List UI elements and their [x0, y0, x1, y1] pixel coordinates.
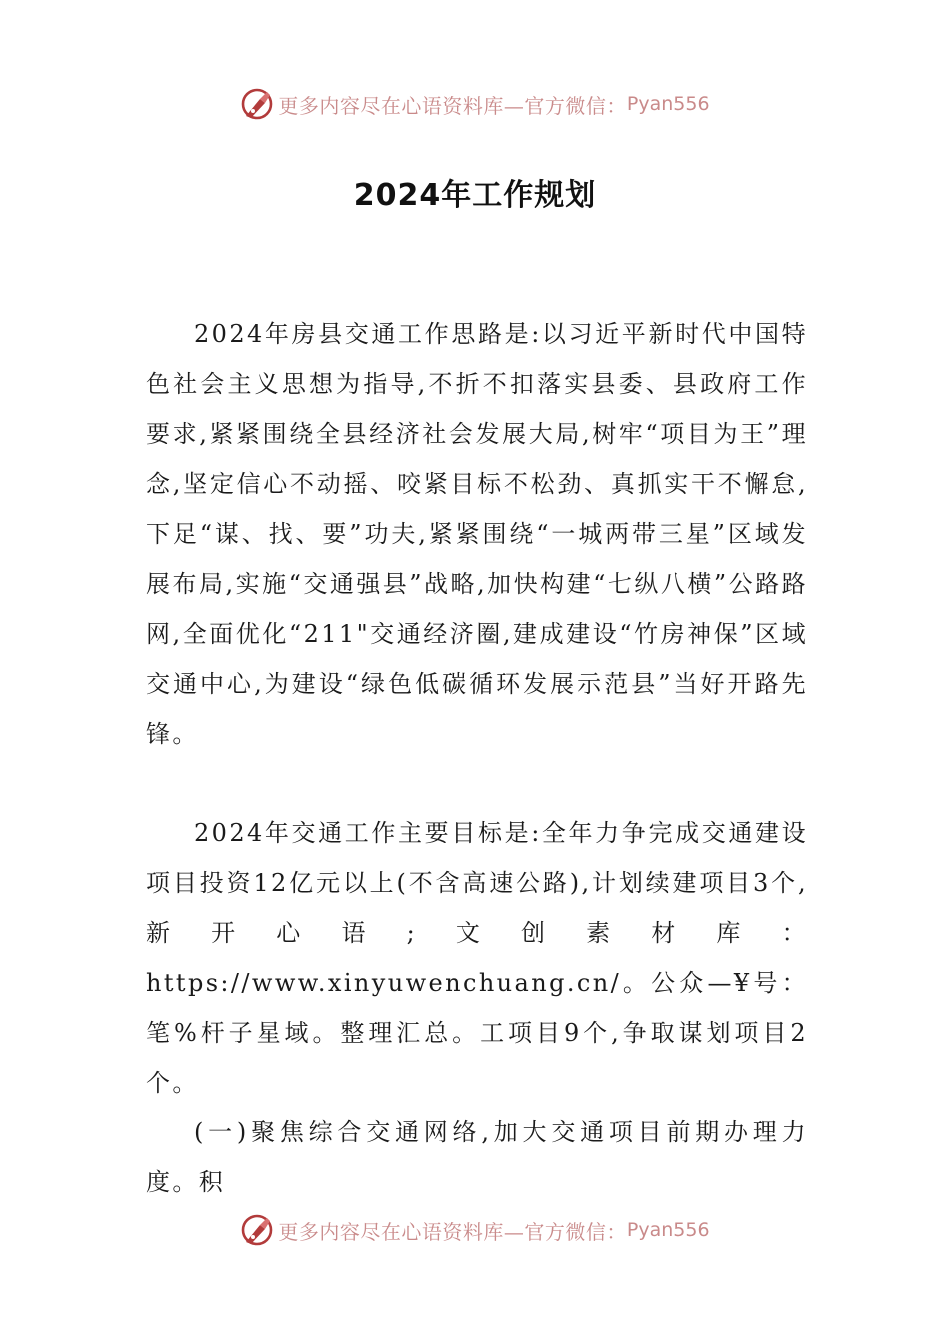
header-banner-text: 更多内容尽在心语资料库—官方微信：: [278, 93, 627, 118]
paragraph-work-approach: 2024年房县交通工作思路是:以习近平新时代中国特色社会主义思想为指导,不折不扣落实县委、县政府工作要求,紧紧围绕全县经济社会发展大局,树牢“项目为王”理念,坚定信心不动摇、咬紧目标不松劲、真抓实干不懈怠,下足“谋、找、要”功夫,紧紧围绕“一城两带三星”区域发展布局,实施“交通强县”战略,加快构建“七纵八横”公路路网,全面优化“211"交通经济圈,建成建设“竹房神保”区域交通中心,为建设“绿色低碳循环发展示范县”当好开路先锋。: [146, 320, 808, 748]
footer-banner-wechat-id: Pyan556: [626, 1219, 710, 1241]
document-title: 2024年工作规划: [353, 178, 597, 213]
header-banner-wechat-id: Pyan556: [626, 93, 710, 115]
paragraph-section-one: (一)聚焦综合交通网络,加大交通项目前期办理力度。积: [146, 1118, 808, 1196]
header-banner: [0, 84, 950, 124]
paragraph-main-goals: 2024年交通工作主要目标是:全年力争完成交通建设项目投资12亿元以上(不含高速公路),计划续建项目3个,新开心语;文创素材库：https://www.xinyuwenchuang.cn/。公众—¥号：笔%杆子星域。整理汇总。工项目9个,争取谋划项目2个。: [146, 819, 808, 1097]
pen-logo-icon: [240, 1213, 274, 1247]
pen-logo-icon: [240, 87, 274, 121]
footer-banner: [0, 1210, 950, 1250]
footer-banner-text: 更多内容尽在心语资料库—官方微信：: [278, 1219, 627, 1244]
